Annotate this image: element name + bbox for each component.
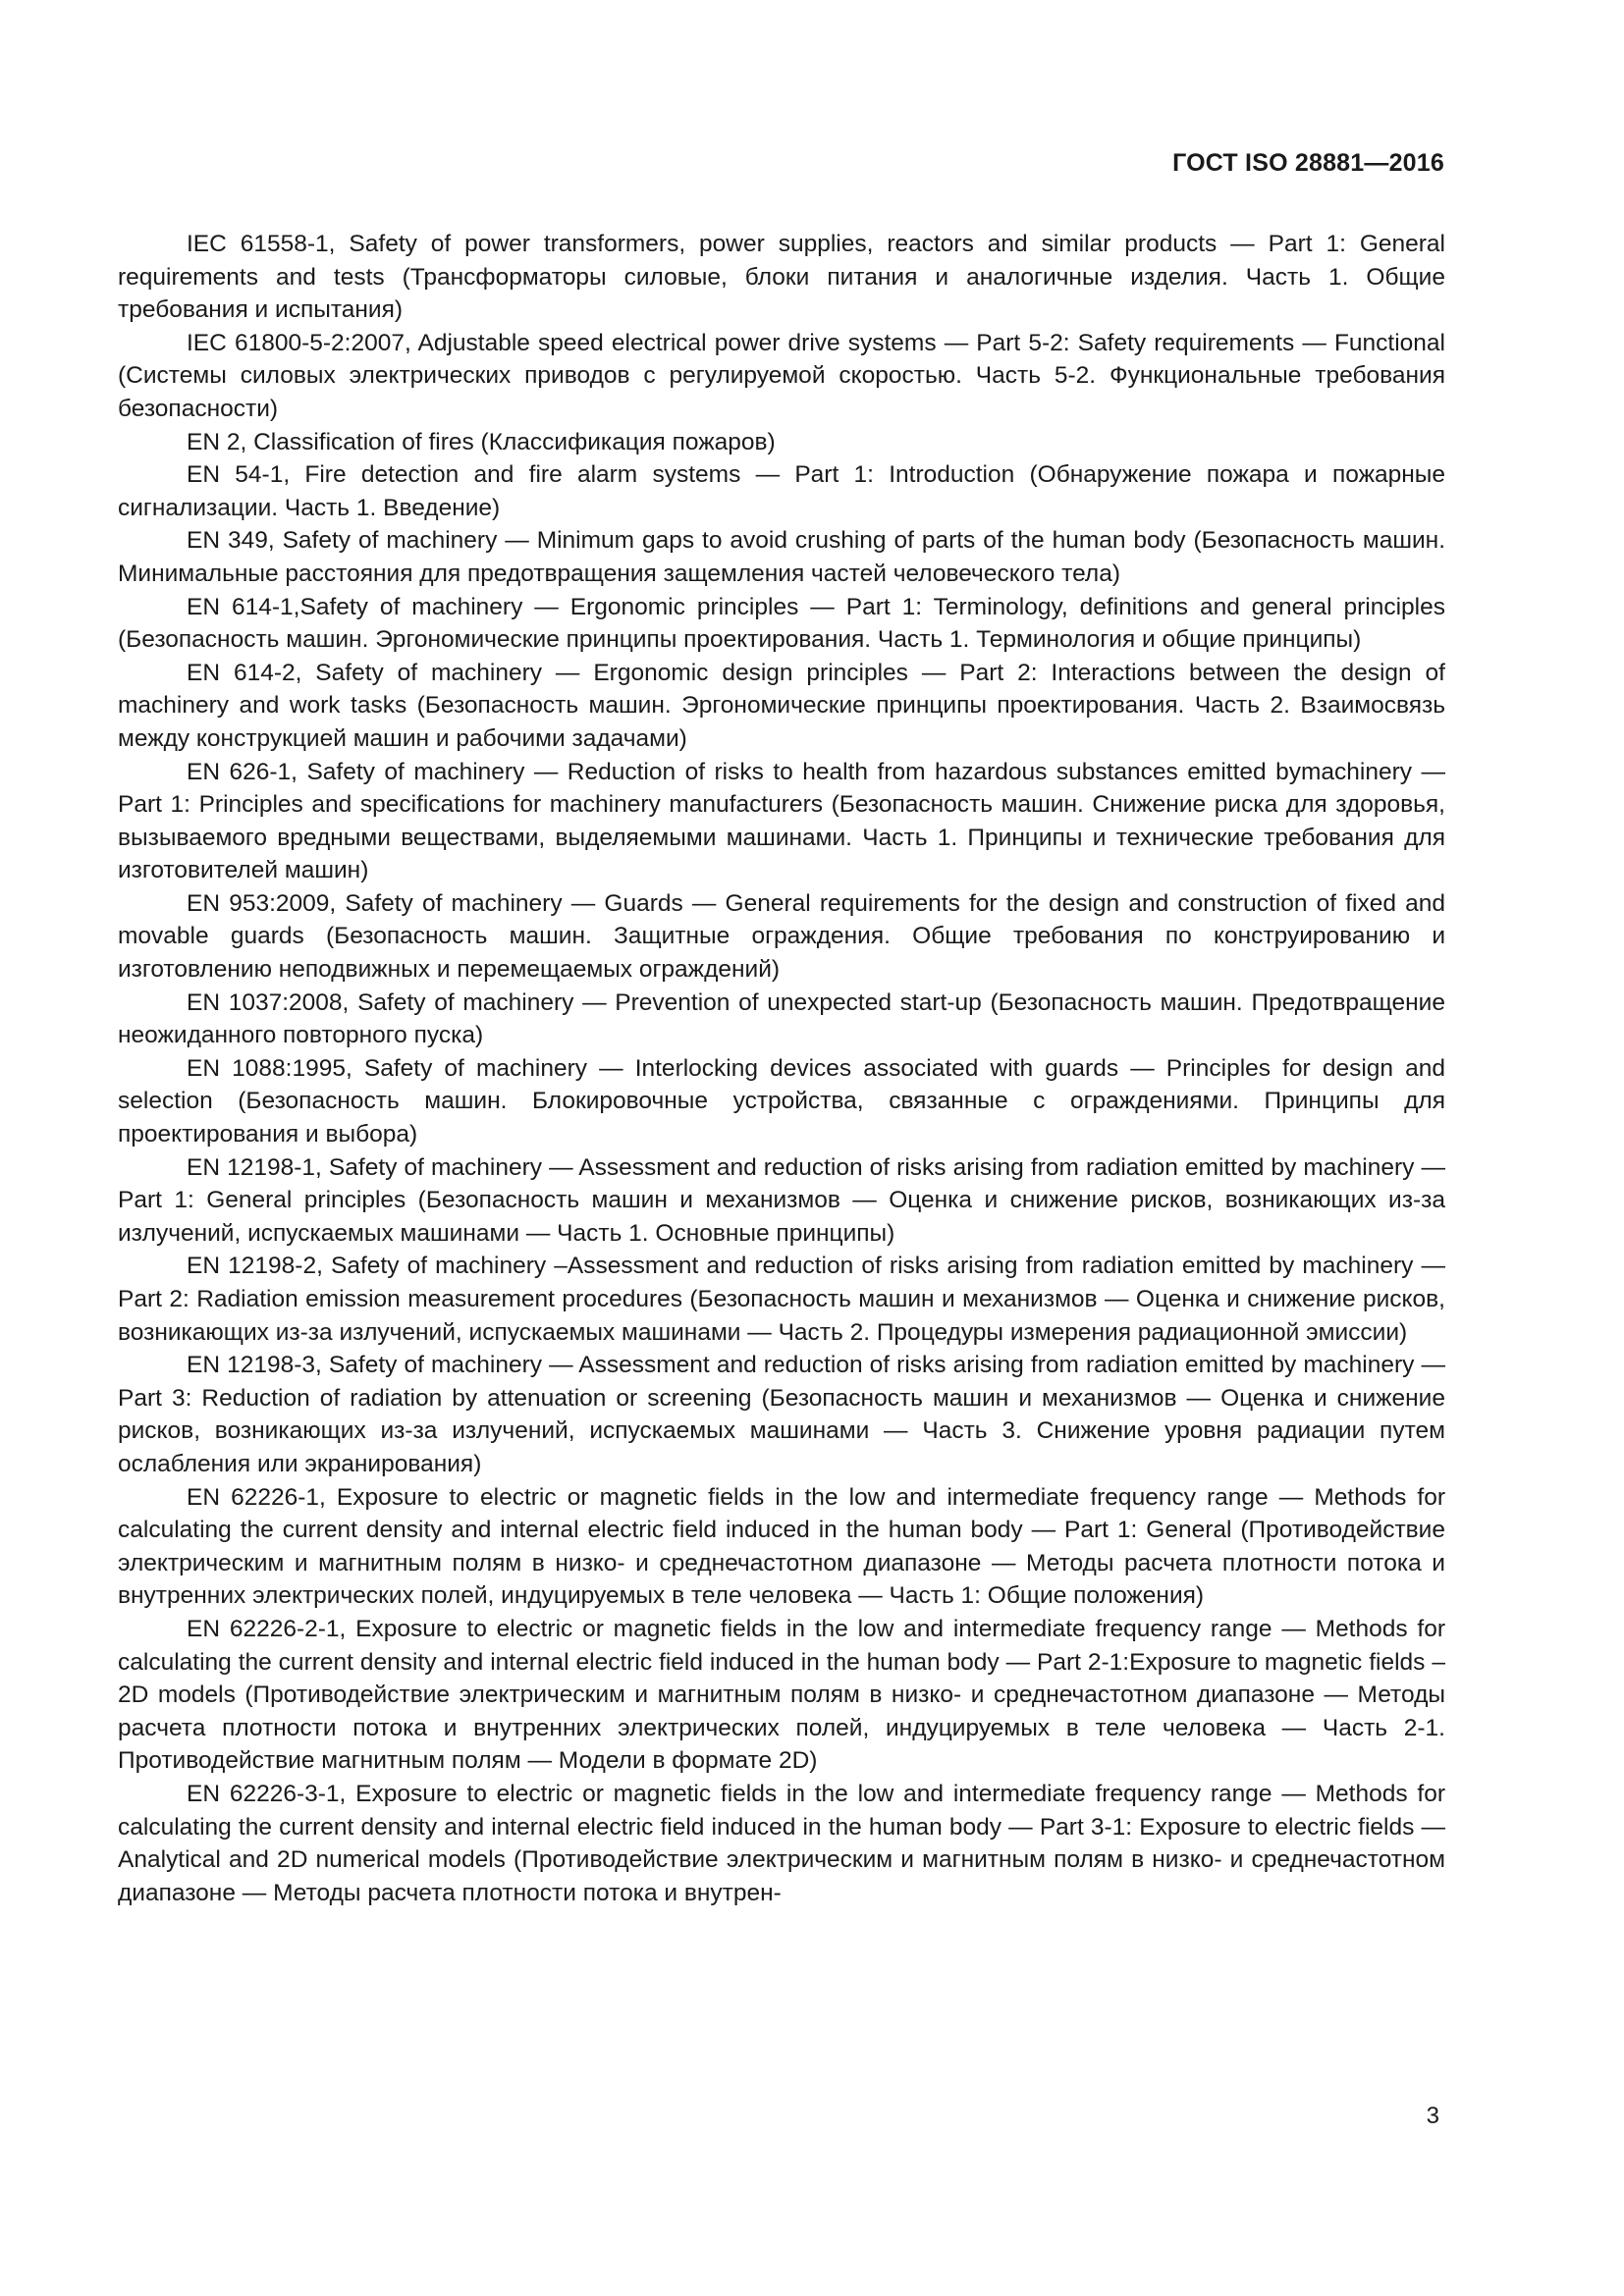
page-number: 3 [1426, 2103, 1439, 2129]
reference-paragraph: IEC 61800-5-2:2007, Adjustable speed electrical power drive systems — Part 5-2: Safety requirements — Functional (Системы силовых электрических приводов с регулируемой скоростью. Часть 5-2. Функциональные требования безопасности) [118, 329, 1445, 422]
reference-paragraph: EN 614-2, Safety of machinery — Ergonomic design principles — Part 2: Interactions between the design of machinery and work tasks (Безопасность машин. Эргономические принципы проектирования. Часть 2. Взаимосвязь между конструкцией машин и рабочими задачами) [118, 659, 1445, 752]
references-list [118, 228, 1445, 1909]
reference-paragraph: EN 614-1,Safety of machinery — Ergonomic principles — Part 1: Terminology, definitions and general principles (Безопасность машин. Эргономические принципы проектирования. Часть 1. Терминология и общие принципы) [118, 593, 1445, 654]
reference-paragraph: EN 62226-3-1, Exposure to electric or magnetic fields in the low and intermediate frequency range — Methods for calculating the current density and internal electric field induced in the human body — Part 3-1: Exposure to electric fields — Analytical and 2D numerical models (Противодействие электрическим и магнитным полям в низко- и среднечастотном диапазоне — Методы расчета плотности потока и внутрен- [118, 1780, 1445, 1906]
reference-paragraph: EN 2, Classification of fires (Классификация пожаров) [187, 428, 776, 455]
reference-paragraph: EN 1037:2008, Safety of machinery — Prevention of unexpected start-up (Безопасность машин. Предотвращение неожиданного повторного пуска) [118, 988, 1445, 1049]
reference-paragraph: EN 54-1, Fire detection and fire alarm systems — Part 1: Introduction (Обнаружение пожара и пожарные сигнализации. Часть 1. Введение) [118, 461, 1445, 521]
reference-paragraph: EN 12198-2, Safety of machinery –Assessment and reduction of risks arising from radiation emitted by machinery — Part 2: Radiation emission measurement procedures (Безопасность машин и механизмов — Оценка и снижение рисков, возникающих из-за излучений, испускаемых машинами — Часть 2. Процедуры измерения радиационной эмиссии) [118, 1253, 1445, 1346]
reference-paragraph: EN 349, Safety of machinery — Minimum gaps to avoid crushing of parts of the human body (Безопасность машин. Минимальные расстояния для предотвращения защемления частей человеческого тела) [118, 527, 1445, 587]
reference-paragraph: EN 62226-2-1, Exposure to electric or magnetic fields in the low and intermediate frequency range — Methods for calculating the current density and internal electric field induced in the human body — Part 2-1:Exposure to magnetic fields –2D models (Противодействие электрическим и магнитным полям в низко- и среднечастотном диапазоне — Методы расчета плотности потока и внутренних электрических полей, индуцируемых в теле человека — Часть 2-1. Противодействие магнитным полям — Модели в формате 2D) [118, 1615, 1445, 1775]
reference-paragraph: EN 626-1, Safety of machinery — Reduction of risks to health from hazardous substances emitted bymachinery — Part 1: Principles and specifications for machinery manufacturers (Безопасность машин. Снижение риска для здоровья, вызываемого вредными веществами, выделяемыми машинами. Часть 1. Принципы и технические требования для изготовителей машин) [118, 758, 1445, 884]
reference-paragraph: EN 1088:1995, Safety of machinery — Interlocking devices associated with guards — Principles for design and selection (Безопасность машин. Блокировочные устройства, связанные с ограждениями. Принципы для проектирования и выбора) [118, 1054, 1445, 1148]
standard-header: ГОСТ ISO 28881—2016 [1172, 149, 1444, 177]
reference-paragraph: EN 953:2009, Safety of machinery — Guards — General requirements for the design and construction of fixed and movable guards (Безопасность машин. Защитные ограждения. Общие требования по конструированию и изготовлению неподвижных и перемещаемых ограждений) [118, 889, 1445, 984]
reference-paragraph: IEC 61558-1, Safety of power transformers, power supplies, reactors and similar products — Part 1: General requirements and tests (Трансформаторы силовые, блоки питания и аналогичные изделия. Часть 1. Общие требования и испытания) [118, 231, 1445, 324]
reference-paragraph: EN 12198-1, Safety of machinery — Assessment and reduction of risks arising from radiation emitted by machinery — Part 1: General principles (Безопасность машин и механизмов — Оценка и снижение рисков, возникающих из-за излучений, испускаемых машинами — Часть 1. Основные принципы) [118, 1153, 1445, 1247]
reference-paragraph: EN 12198-3, Safety of machinery — Assessment and reduction of risks arising from radiation emitted by machinery — Part 3: Reduction of radiation by attenuation or screening (Безопасность машин и механизмов — Оценка и снижение рисков, возникающих из-за излучений, испускаемых машинами — Часть 3. Снижение уровня радиации путем ослабления или экранирования) [118, 1352, 1445, 1477]
reference-paragraph: EN 62226-1, Exposure to electric or magnetic fields in the low and intermediate frequency range — Methods for calculating the current density and internal electric field induced in the human body — Part 1: General (Противодействие электрическим и магнитным полям в низко- и среднечастотном диапазоне — Методы расчета плотности потока и внутренних электрических полей, индуцируемых в теле человека — Часть 1: Общие положения) [118, 1483, 1445, 1610]
